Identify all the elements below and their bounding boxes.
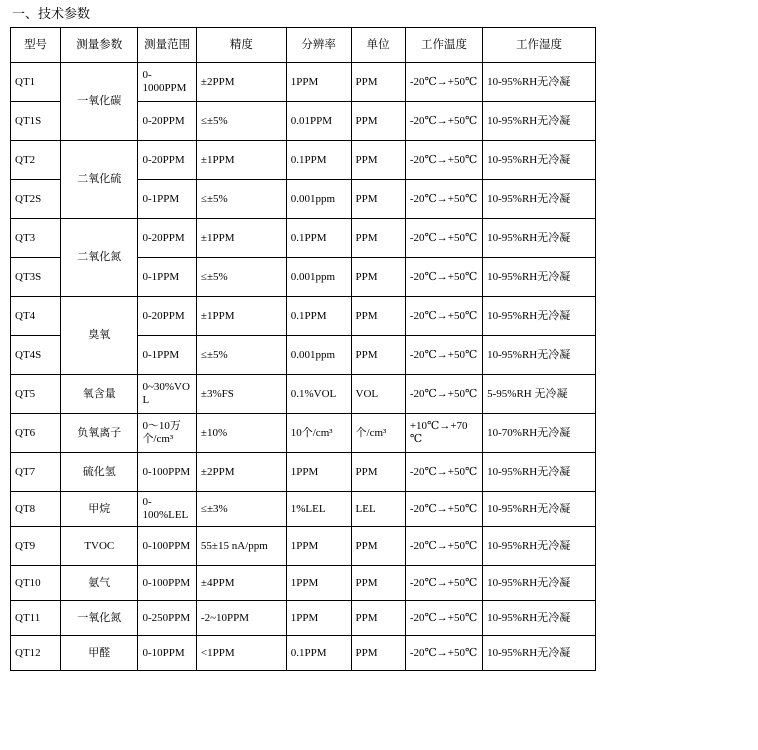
- cell-parameter: 硫化氢: [61, 453, 138, 492]
- cell-accuracy: ±1PPM: [196, 219, 286, 258]
- cell-accuracy: ±1PPM: [196, 141, 286, 180]
- cell-model: QT11: [11, 601, 61, 636]
- table-header: [11, 28, 596, 63]
- cell-working-temperature: -20℃→+50℃: [405, 375, 482, 414]
- cell-parameter: 甲烷: [61, 492, 138, 527]
- cell-range: 0-100PPM: [138, 527, 196, 566]
- cell-working-temperature: -20℃→+50℃: [405, 527, 482, 566]
- column-header-resolution: 分辨率: [286, 28, 351, 63]
- cell-unit: VOL: [351, 375, 405, 414]
- cell-working-temperature: -20℃→+50℃: [405, 219, 482, 258]
- cell-unit: PPM: [351, 601, 405, 636]
- table-row: [11, 219, 596, 258]
- cell-range: 0-250PPM: [138, 601, 196, 636]
- column-header-working-temperature: 工作温度: [405, 28, 482, 63]
- cell-accuracy: ±3%FS: [196, 375, 286, 414]
- cell-accuracy: ≤±5%: [196, 336, 286, 375]
- column-header-accuracy: 精度: [196, 28, 286, 63]
- cell-range: 0-100PPM: [138, 566, 196, 601]
- cell-resolution: 1PPM: [286, 453, 351, 492]
- cell-working-humidity: 10-95%RH无冷凝: [483, 601, 596, 636]
- cell-parameter: 氨气: [61, 566, 138, 601]
- cell-range: 0-1PPM: [138, 180, 196, 219]
- cell-resolution: 1%LEL: [286, 492, 351, 527]
- cell-unit: PPM: [351, 297, 405, 336]
- cell-working-humidity: 10-95%RH无冷凝: [483, 453, 596, 492]
- cell-model: QT2S: [11, 180, 61, 219]
- cell-parameter: 甲醛: [61, 636, 138, 671]
- table-header-row: [11, 28, 596, 63]
- column-header-range: 测量范围: [138, 28, 196, 63]
- cell-accuracy: -2~10PPM: [196, 601, 286, 636]
- cell-unit: 个/cm³: [351, 414, 405, 453]
- cell-unit: PPM: [351, 636, 405, 671]
- cell-resolution: 10个/cm³: [286, 414, 351, 453]
- cell-range: 0-1000PPM: [138, 63, 196, 102]
- cell-unit: PPM: [351, 527, 405, 566]
- cell-accuracy: 55±15 nA/ppm: [196, 527, 286, 566]
- cell-accuracy: ±1PPM: [196, 297, 286, 336]
- table-row: [11, 297, 596, 336]
- cell-range: 0-100%LEL: [138, 492, 196, 527]
- cell-unit: PPM: [351, 63, 405, 102]
- cell-accuracy: <1PPM: [196, 636, 286, 671]
- table-row: [11, 566, 596, 601]
- cell-working-temperature: -20℃→+50℃: [405, 63, 482, 102]
- table-row: [11, 141, 596, 180]
- table-row: [11, 601, 596, 636]
- cell-parameter: 负氧离子: [61, 414, 138, 453]
- cell-model: QT7: [11, 453, 61, 492]
- column-header-model: 型号: [11, 28, 61, 63]
- cell-resolution: 0.1%VOL: [286, 375, 351, 414]
- cell-unit: PPM: [351, 180, 405, 219]
- cell-accuracy: ≤±5%: [196, 258, 286, 297]
- cell-range: 0-10PPM: [138, 636, 196, 671]
- cell-parameter: 一氧化碳: [61, 63, 138, 141]
- cell-working-humidity: 10-95%RH无冷凝: [483, 63, 596, 102]
- cell-model: QT3S: [11, 258, 61, 297]
- cell-range: 0～10万 个/cm³: [138, 414, 196, 453]
- cell-range: 0-20PPM: [138, 297, 196, 336]
- cell-model: QT1: [11, 63, 61, 102]
- cell-working-humidity: 10-95%RH无冷凝: [483, 336, 596, 375]
- cell-accuracy: ±4PPM: [196, 566, 286, 601]
- cell-working-humidity: 10-95%RH无冷凝: [483, 566, 596, 601]
- cell-unit: PPM: [351, 219, 405, 258]
- cell-resolution: 1PPM: [286, 527, 351, 566]
- cell-model: QT8: [11, 492, 61, 527]
- cell-working-humidity: 10-95%RH无冷凝: [483, 180, 596, 219]
- table-body: [11, 63, 596, 671]
- cell-range: 0~30%VOL: [138, 375, 196, 414]
- cell-working-humidity: 10-95%RH无冷凝: [483, 297, 596, 336]
- table-row: [11, 636, 596, 671]
- cell-model: QT2: [11, 141, 61, 180]
- cell-resolution: 0.1PPM: [286, 141, 351, 180]
- cell-working-temperature: +10℃→+70℃: [405, 414, 482, 453]
- column-header-working-humidity: 工作湿度: [483, 28, 596, 63]
- cell-range: 0-20PPM: [138, 102, 196, 141]
- cell-parameter: 二氧化氮: [61, 219, 138, 297]
- column-header-parameter: 测量参数: [61, 28, 138, 63]
- cell-resolution: 0.1PPM: [286, 219, 351, 258]
- cell-working-humidity: 10-70%RH无冷凝: [483, 414, 596, 453]
- cell-working-humidity: 10-95%RH无冷凝: [483, 492, 596, 527]
- cell-resolution: 0.1PPM: [286, 297, 351, 336]
- cell-parameter: 二氧化硫: [61, 141, 138, 219]
- table-row: [11, 375, 596, 414]
- cell-working-temperature: -20℃→+50℃: [405, 336, 482, 375]
- cell-parameter: 臭氧: [61, 297, 138, 375]
- cell-resolution: 0.01PPM: [286, 102, 351, 141]
- cell-parameter: 一氧化氮: [61, 601, 138, 636]
- cell-parameter: 氧含量: [61, 375, 138, 414]
- cell-accuracy: ±10%: [196, 414, 286, 453]
- cell-unit: PPM: [351, 258, 405, 297]
- cell-unit: PPM: [351, 102, 405, 141]
- cell-working-temperature: -20℃→+50℃: [405, 258, 482, 297]
- cell-range: 0-20PPM: [138, 141, 196, 180]
- column-header-unit: 单位: [351, 28, 405, 63]
- cell-working-humidity: 10-95%RH无冷凝: [483, 527, 596, 566]
- cell-working-humidity: 10-95%RH无冷凝: [483, 141, 596, 180]
- cell-resolution: 0.1PPM: [286, 636, 351, 671]
- cell-working-humidity: 5-95%RH 无冷凝: [483, 375, 596, 414]
- cell-working-humidity: 10-95%RH无冷凝: [483, 636, 596, 671]
- table-row: [11, 492, 596, 527]
- cell-working-humidity: 10-95%RH无冷凝: [483, 258, 596, 297]
- cell-working-temperature: -20℃→+50℃: [405, 453, 482, 492]
- cell-working-temperature: -20℃→+50℃: [405, 566, 482, 601]
- cell-resolution: 0.001ppm: [286, 258, 351, 297]
- cell-unit: LEL: [351, 492, 405, 527]
- cell-accuracy: ±2PPM: [196, 453, 286, 492]
- cell-resolution: 0.001ppm: [286, 180, 351, 219]
- cell-model: QT9: [11, 527, 61, 566]
- cell-unit: PPM: [351, 566, 405, 601]
- cell-unit: PPM: [351, 336, 405, 375]
- technical-parameters-table: [10, 27, 596, 671]
- cell-accuracy: ≤±5%: [196, 180, 286, 219]
- cell-working-temperature: -20℃→+50℃: [405, 141, 482, 180]
- cell-working-temperature: -20℃→+50℃: [405, 180, 482, 219]
- cell-resolution: 1PPM: [286, 601, 351, 636]
- cell-model: QT12: [11, 636, 61, 671]
- cell-working-temperature: -20℃→+50℃: [405, 636, 482, 671]
- cell-working-temperature: -20℃→+50℃: [405, 492, 482, 527]
- cell-range: 0-20PPM: [138, 219, 196, 258]
- cell-model: QT4: [11, 297, 61, 336]
- table-row: [11, 453, 596, 492]
- cell-working-temperature: -20℃→+50℃: [405, 102, 482, 141]
- cell-range: 0-100PPM: [138, 453, 196, 492]
- cell-working-humidity: 10-95%RH无冷凝: [483, 102, 596, 141]
- cell-resolution: 1PPM: [286, 63, 351, 102]
- page-title: 一、技术参数: [12, 6, 91, 21]
- cell-model: QT1S: [11, 102, 61, 141]
- table-row: [11, 414, 596, 453]
- cell-unit: PPM: [351, 141, 405, 180]
- cell-resolution: 1PPM: [286, 566, 351, 601]
- cell-working-temperature: -20℃→+50℃: [405, 297, 482, 336]
- cell-model: QT4S: [11, 336, 61, 375]
- cell-model: QT6: [11, 414, 61, 453]
- cell-model: QT3: [11, 219, 61, 258]
- cell-accuracy: ±2PPM: [196, 63, 286, 102]
- cell-unit: PPM: [351, 453, 405, 492]
- cell-resolution: 0.001ppm: [286, 336, 351, 375]
- cell-model: QT5: [11, 375, 61, 414]
- cell-range: 0-1PPM: [138, 336, 196, 375]
- cell-range: 0-1PPM: [138, 258, 196, 297]
- cell-accuracy: ≤±3%: [196, 492, 286, 527]
- cell-working-temperature: -20℃→+50℃: [405, 601, 482, 636]
- table-row: [11, 63, 596, 102]
- cell-accuracy: ≤±5%: [196, 102, 286, 141]
- cell-working-humidity: 10-95%RH无冷凝: [483, 219, 596, 258]
- cell-parameter: TVOC: [61, 527, 138, 566]
- cell-model: QT10: [11, 566, 61, 601]
- table-row: [11, 527, 596, 566]
